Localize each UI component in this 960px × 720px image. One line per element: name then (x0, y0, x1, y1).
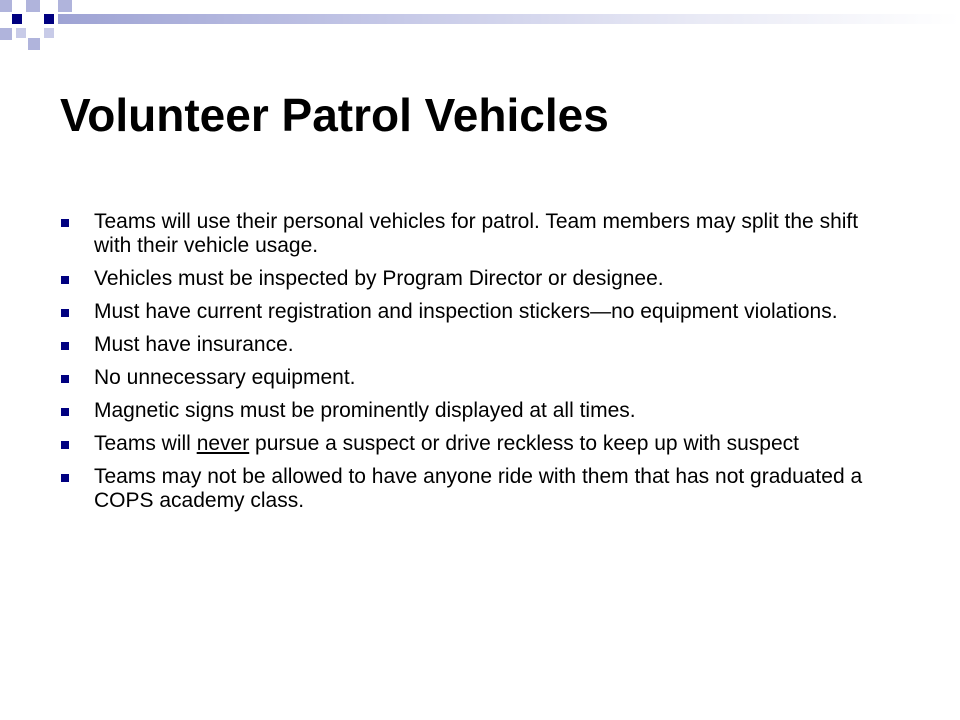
bullet-item (60, 210, 890, 258)
bullet-text: Teams may not be allowed to have anyone ride with them that has not graduated a COPS academy class. (94, 465, 863, 512)
decorative-gradient-bar (58, 14, 960, 24)
bullet-text: Magnetic signs must be prominently displayed at all times. (94, 399, 636, 422)
square-bullet-icon (61, 408, 69, 416)
square-bullet-icon (61, 375, 69, 383)
decorative-square (12, 14, 22, 24)
square-bullet-icon (61, 342, 69, 350)
square-bullet-icon (61, 219, 69, 227)
bullet-item (60, 465, 890, 513)
bullet-item (60, 300, 890, 324)
square-bullet-icon (61, 276, 69, 284)
square-bullet-icon (61, 474, 69, 482)
decorative-square (0, 28, 12, 40)
bullet-list (60, 210, 890, 522)
bullet-item (60, 366, 890, 390)
decorative-square (44, 14, 54, 24)
bullet-text-start: Teams will (94, 432, 197, 455)
bullet-text: Must have current registration and inspection stickers—no equipment violations. (94, 300, 838, 323)
bullet-item (60, 267, 890, 291)
decorative-square (44, 28, 54, 38)
decorative-square (26, 0, 40, 12)
bullet-text: Vehicles must be inspected by Program Director or designee. (94, 267, 664, 290)
decorative-square (28, 38, 40, 50)
decorative-square (58, 0, 72, 12)
bullet-item (60, 333, 890, 357)
slide-title: Volunteer Patrol Vehicles (60, 89, 609, 141)
decorative-square (0, 0, 12, 12)
bullet-emphasis-never: never (196, 432, 250, 455)
bullet-item (60, 432, 890, 456)
bullet-text: No unnecessary equipment. (94, 366, 356, 389)
header-decoration (0, 0, 960, 60)
bullet-item (60, 399, 890, 423)
bullet-text-end: pursue a suspect or drive reckless to keep up with suspect (249, 432, 799, 455)
bullet-text: Must have insurance. (94, 333, 294, 356)
decorative-square (16, 28, 26, 38)
bullet-text: Teams will use their personal vehicles for patrol. Team members may split the shift with their vehicle usage. (94, 210, 859, 257)
square-bullet-icon (61, 441, 69, 449)
square-bullet-icon (61, 309, 69, 317)
